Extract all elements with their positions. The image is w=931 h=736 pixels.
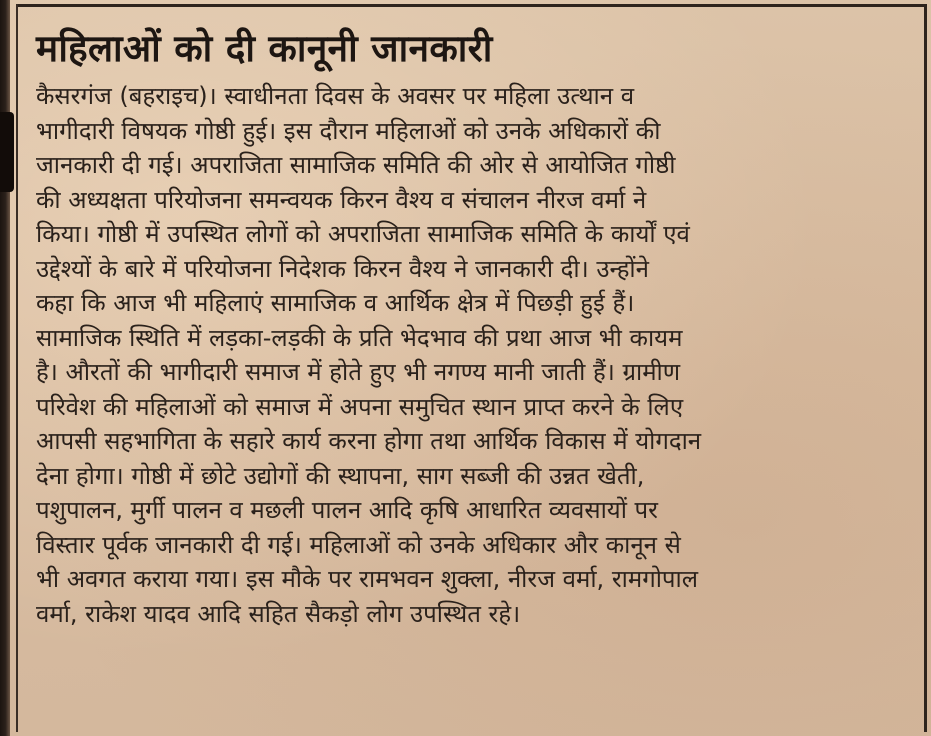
article-body [36, 79, 916, 631]
article-line: की अध्यक्षता परियोजना समन्वयक किरन वैश्य व संचालन नीरज वर्मा ने [36, 185, 647, 214]
article-headline: महिलाओं को दी कानूनी जानकारी [36, 27, 493, 70]
article-line: किया। गोष्ठी में उपस्थित लोगों को अपराजिता सामाजिक समिति के कार्यों एवं [36, 220, 690, 248]
article-line: भागीदारी विषयक गोष्ठी हुई। इस दौरान महिलाओं को उनके अधिकारों की [36, 116, 661, 145]
top-border-rule [16, 4, 927, 7]
article-line: परिवेश की महिलाओं को समाज में अपना समुचित स्थान प्राप्त करने के लिए [36, 392, 684, 421]
right-border-rule [924, 4, 927, 732]
article-line: कैसरगंज (बहराइच)। स्वाधीनता दिवस के अवसर पर महिला उत्थान व [36, 82, 635, 110]
article-line: कहा कि आज भी महिलाएं सामाजिक व आर्थिक क्षेत्र में पिछड़ी हुई हैं। [36, 289, 635, 317]
scan-edge-mark [0, 112, 14, 192]
left-border-rule [16, 4, 18, 732]
article-line: देना होगा। गोष्ठी में छोटे उद्योगों की स्थापना, साग सब्जी की उन्नत खेती, [36, 461, 645, 490]
article-line: वर्मा, राकेश यादव आदि सहित सैकड़ो लोग उपस्थित रहे। [36, 599, 521, 628]
article-line: है। औरतों की भागीदारी समाज में होते हुए भी नगण्य मानी जाती हैं। ग्रामीण [36, 358, 681, 386]
article-line: उद्देश्यों के बारे में परियोजना निदेशक किरन वैश्य ने जानकारी दी। उन्होंने [36, 254, 649, 283]
article-line: सामाजिक स्थिति में लड़का-लड़की के प्रति भेदभाव की प्रथा आज भी कायम [36, 323, 683, 352]
article-line: भी अवगत कराया गया। इस मौके पर रामभवन शुक्ला, नीरज वर्मा, रामगोपाल [36, 565, 699, 593]
article-line: पशुपालन, मुर्गी पालन व मछली पालन आदि कृषि आधारित व्यवसायों पर [36, 496, 658, 524]
article-line: जानकारी दी गई। अपराजिता सामाजिक समिति की ओर से आयोजित गोष्ठी [36, 151, 676, 179]
article-line: आपसी सहभागिता के सहारे कार्य करना होगा तथा आर्थिक विकास में योगदान [36, 427, 702, 455]
scan-left-edge [0, 0, 10, 736]
article-line: विस्तार पूर्वक जानकारी दी गई। महिलाओं को उनके अधिकार और कानून से [36, 530, 681, 559]
